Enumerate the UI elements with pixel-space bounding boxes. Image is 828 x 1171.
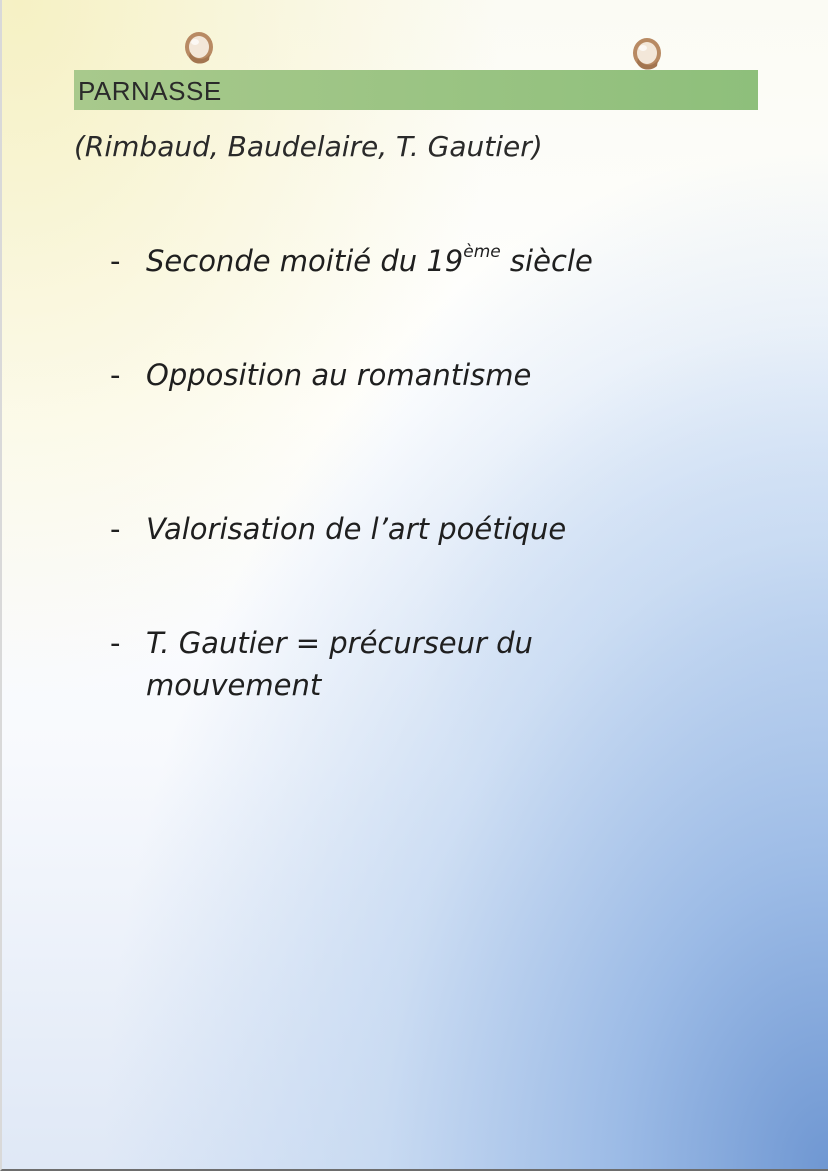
bullet-dash: - <box>110 626 121 660</box>
list-item-text: Valorisation de l’art poétique <box>146 512 567 546</box>
bullet-dash: - <box>110 358 121 392</box>
list-item <box>110 622 533 706</box>
authors-line: (Rimbaud, Baudelaire, T. Gautier) <box>74 130 543 163</box>
list-item <box>110 354 531 396</box>
list-item-text: Opposition au romantisme <box>146 358 532 392</box>
bullet-dash: - <box>110 512 121 546</box>
bullet-dash: - <box>110 244 121 278</box>
list-item-text: T. Gautier = précurseur du mouvement <box>146 626 533 702</box>
page-title: PARNASSE <box>78 76 222 106</box>
superscript: ème <box>463 242 501 262</box>
pushpin-icon <box>182 30 216 70</box>
list-item <box>110 240 593 282</box>
title-bar <box>74 70 758 110</box>
list-item <box>110 508 566 550</box>
list-item-text: Seconde moitié du 19ème siècle <box>146 242 593 278</box>
pushpin-icon <box>630 36 664 76</box>
